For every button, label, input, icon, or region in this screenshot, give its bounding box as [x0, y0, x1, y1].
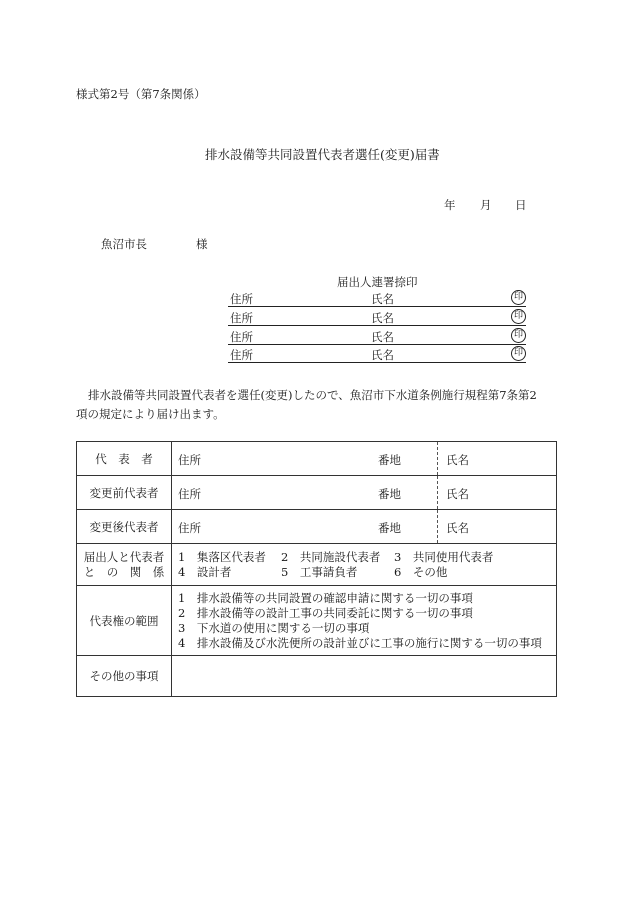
scope-label: 代表権の範囲 [77, 586, 172, 656]
date-day: 日 [515, 198, 527, 212]
signer-name-label: 氏名 [371, 330, 394, 344]
signer-address-label: 住所 [230, 311, 253, 325]
address-label: 住所 [178, 487, 201, 501]
banchi-label: 番地 [378, 487, 401, 501]
signer-address-label: 住所 [230, 292, 253, 306]
date-year: 年 [444, 198, 456, 212]
table-row-new-representative [77, 510, 557, 544]
representative-label: 代 表 者 [77, 442, 172, 476]
table-row-representative [77, 442, 557, 476]
new-representative-field[interactable] [172, 510, 557, 544]
other-matters-label: その他の事項 [77, 656, 172, 697]
scope-item: 2 排水設備等の設計工事の共同委託に関する一切の事項 [178, 605, 473, 620]
joint-signature-heading: 届出人連署捺印 [337, 275, 418, 289]
addressee-honorific: 様 [196, 237, 208, 251]
table-row-other [77, 656, 557, 697]
table-row-scope [77, 586, 557, 656]
seal-mark-icon: 印 [511, 346, 526, 361]
relation-option[interactable]: 1 集落区代表者 [178, 549, 266, 564]
addressee-name: 魚沼市長 [101, 237, 147, 251]
dashed-divider [437, 476, 438, 509]
dashed-divider [437, 442, 438, 475]
relation-option[interactable]: 6 その他 [394, 564, 448, 579]
form-table [76, 441, 557, 697]
scope-item: 1 排水設備等の共同設置の確認申請に関する一切の事項 [178, 590, 473, 605]
form-number: 様式第2号（第7条関係） [76, 87, 206, 101]
relation-label [77, 544, 172, 586]
relation-option[interactable]: 2 共同施設代表者 [281, 549, 381, 564]
signer-name-label: 氏名 [371, 348, 394, 362]
dashed-divider [437, 510, 438, 543]
signer-name-label: 氏名 [371, 311, 394, 325]
other-matters-field[interactable] [172, 656, 557, 697]
name-label: 氏名 [446, 521, 469, 535]
name-label: 氏名 [446, 453, 469, 467]
body-text-line2: 項の規定により届け出ます。 [76, 407, 225, 421]
name-label: 氏名 [446, 487, 469, 501]
previous-representative-field[interactable] [172, 476, 557, 510]
seal-mark-icon: 印 [511, 290, 526, 305]
relation-label-line2: と の 関 係 [83, 564, 165, 579]
address-label: 住所 [178, 453, 201, 467]
table-row-relation [77, 544, 557, 586]
signer-name-label: 氏名 [371, 292, 394, 306]
relation-option[interactable]: 5 工事請負者 [281, 564, 358, 579]
seal-mark-icon: 印 [511, 328, 526, 343]
relation-option[interactable]: 4 設計者 [178, 564, 232, 579]
document-title: 排水設備等共同設置代表者選任(変更)届書 [205, 147, 440, 162]
new-representative-label: 変更後代表者 [77, 510, 172, 544]
scope-items [172, 586, 557, 656]
date-month: 月 [480, 198, 492, 212]
body-text-line1: 排水設備等共同設置代表者を選任(変更)したので、魚沼市下水道条例施行規程第7条第2 [88, 388, 537, 402]
banchi-label: 番地 [378, 453, 401, 467]
relation-option[interactable]: 3 共同使用代表者 [394, 549, 494, 564]
previous-representative-label: 変更前代表者 [77, 476, 172, 510]
signer-address-label: 住所 [230, 330, 253, 344]
relation-options [172, 544, 557, 586]
scope-item: 4 排水設備及び水洗便所の設計並びに工事の施行に関する一切の事項 [178, 635, 542, 650]
signer-row [228, 328, 526, 345]
table-row-previous-representative [77, 476, 557, 510]
relation-label-line1: 届出人と代表者 [83, 549, 165, 564]
seal-mark-icon: 印 [511, 309, 526, 324]
scope-item: 3 下水道の使用に関する一切の事項 [178, 620, 370, 635]
signer-row [228, 309, 526, 326]
banchi-label: 番地 [378, 521, 401, 535]
address-label: 住所 [178, 521, 201, 535]
signer-row [228, 346, 526, 363]
signer-row [228, 290, 526, 307]
representative-field[interactable] [172, 442, 557, 476]
signer-address-label: 住所 [230, 348, 253, 362]
